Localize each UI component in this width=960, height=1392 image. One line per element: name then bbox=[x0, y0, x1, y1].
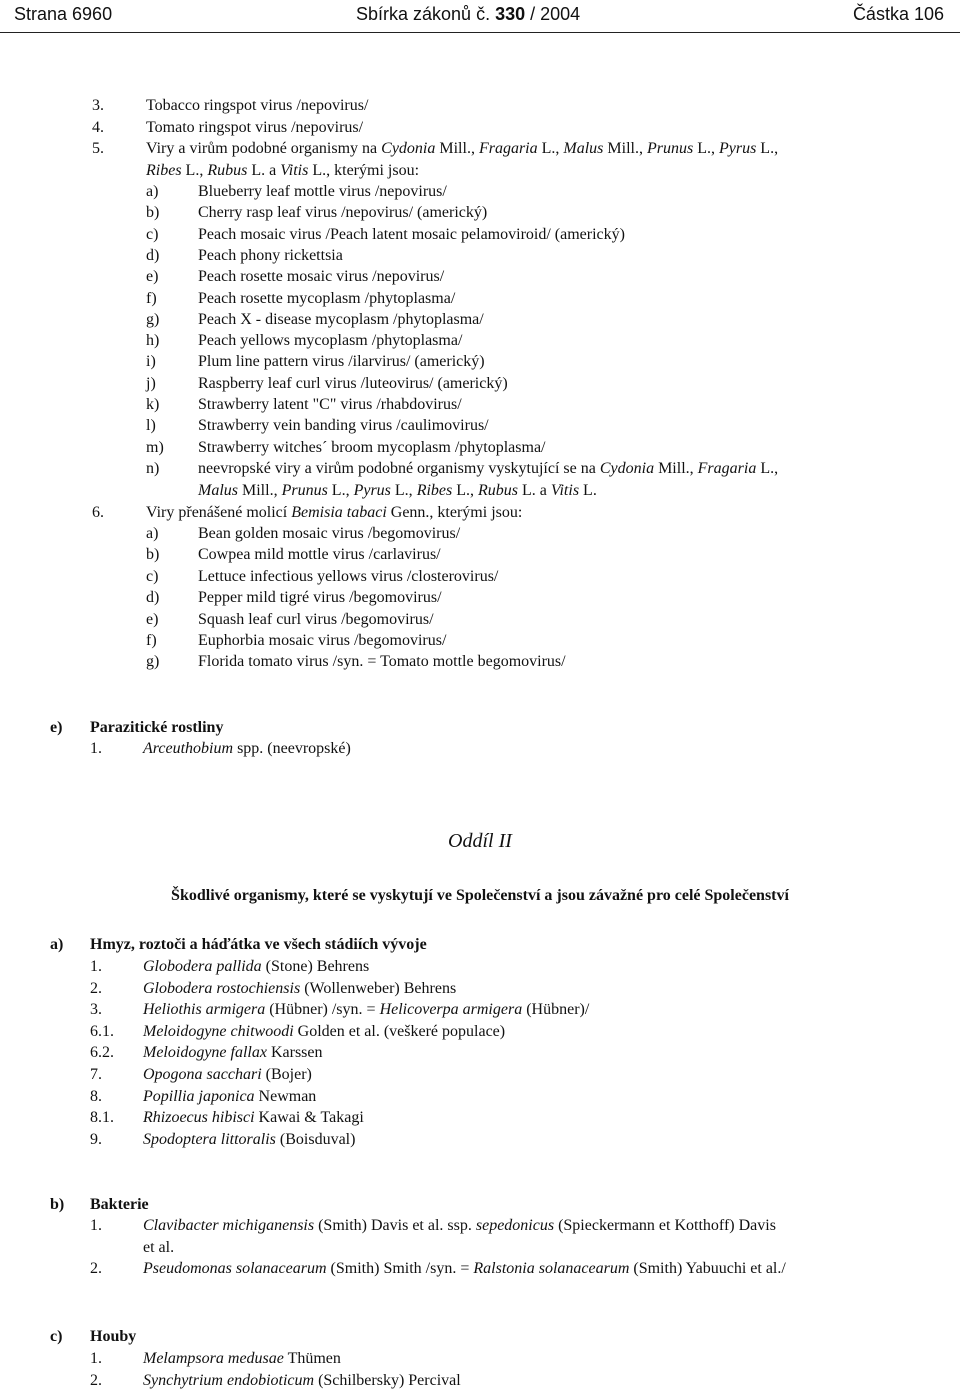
collection-title: Sbírka zákonů č. 330 / 2004 bbox=[356, 4, 581, 24]
part-subtitle: Škodlivé organismy, které se vyskytují ve Společenství a jsou závažné pro celé Společenství bbox=[171, 887, 789, 904]
page-header bbox=[0, 0, 960, 33]
part-title: Oddíl II bbox=[448, 830, 512, 852]
issue-number: Částka 106 bbox=[852, 4, 944, 24]
page-number: Strana 6960 bbox=[14, 4, 113, 24]
